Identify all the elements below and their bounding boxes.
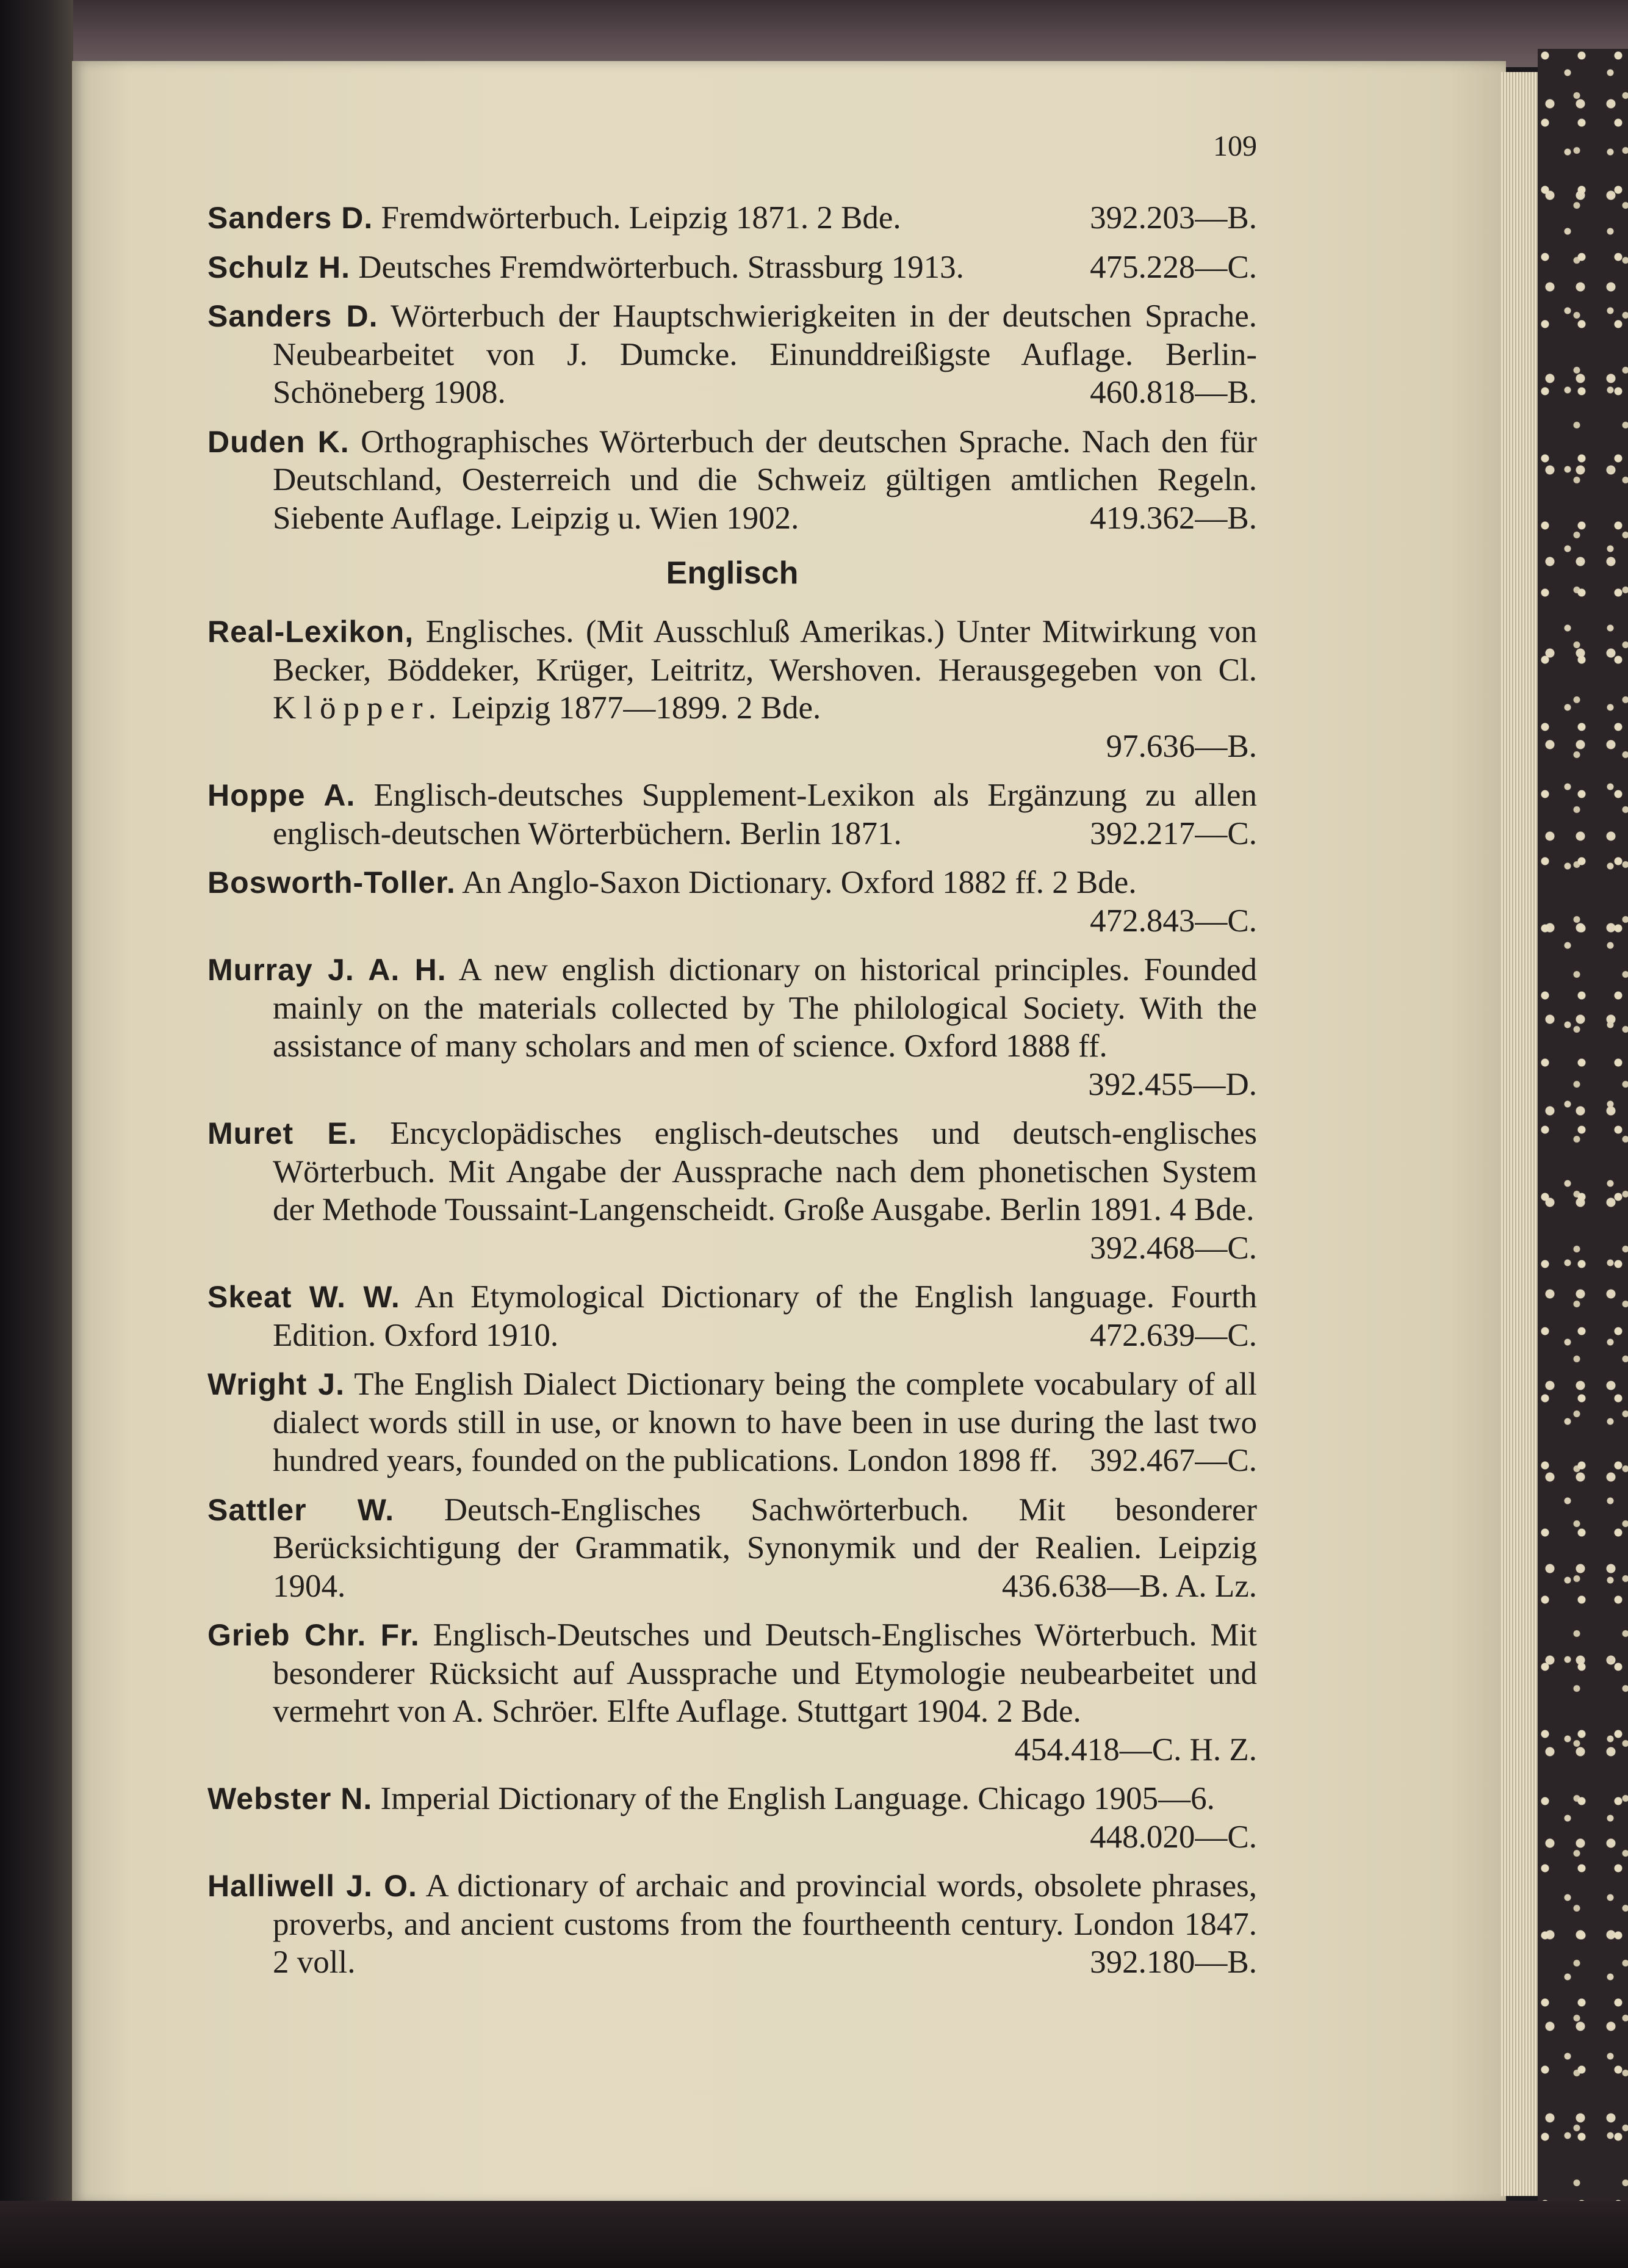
- entry-text: Orthographisches Wörterbuch der deutschen Sprache. Nach den für Deutschland, Oesterreich und die Schweiz gültigen amtlichen Regeln. Siebente Auflage. Leipzig u. Wien 1902.: [273, 424, 1258, 536]
- entry-signature: 392.203—B.: [1090, 200, 1257, 236]
- bibliography-entry: [207, 1491, 1257, 1606]
- entry-signature: 392.467—C.: [1090, 1443, 1257, 1478]
- bibliography-entry: [207, 951, 1257, 1103]
- bibliography-entry: [207, 423, 1257, 538]
- bibliography-entry: [207, 1867, 1257, 1982]
- entry-signature: 436.638—B. A. Lz.: [1001, 1568, 1257, 1604]
- entry-author: Halliwell J. O.: [207, 1869, 417, 1903]
- entry-signature: 454.418—C. H. Z.: [1014, 1732, 1257, 1768]
- entry-text: Englisches. (Mit Ausschluß Amerikas.) Unter Mitwirkung von Becker, Böddeker, Krüger, Leitritz, Wershoven. Herausgegeben von Cl.: [273, 614, 1258, 688]
- entry-author: Muret E.: [207, 1116, 358, 1150]
- entry-author: Hoppe A.: [207, 778, 356, 812]
- entry-signature: 472.639—C.: [1090, 1317, 1257, 1353]
- entry-author: Schulz H.: [207, 250, 351, 284]
- book-cover: [1538, 49, 1628, 2240]
- book-gutter: [0, 0, 73, 2268]
- entry-text: Deutsches Fremdwörterbuch. Strassburg 1913.: [358, 249, 964, 285]
- entry-signature: 392.180—B.: [1090, 1945, 1257, 1980]
- entry-author: Bosworth-Toller.: [207, 865, 456, 900]
- entry-text-continued: Leipzig 1877—1899. 2 Bde.: [452, 690, 821, 726]
- page-number: 109: [1213, 130, 1257, 162]
- entry-signature: 460.818—B.: [1090, 375, 1257, 410]
- entry-text: Englisch-Deutsches und Deutsch-Englisches Wörterbuch. Mit besonderer Rücksicht auf Aussprache und Etymologie neubearbeitet und vermehrt von A. Schröer. Elfte Auflage. Stuttgart 1904. 2 Bde.: [273, 1617, 1258, 1729]
- bibliography-entry: [207, 199, 1257, 237]
- entry-text: A new english dictionary on historical principles. Founded mainly on the materials collected by The philological Society. With the assistance of many scholars and men of science. Oxford 1888 ff.: [273, 952, 1258, 1064]
- bibliography-entry: [207, 864, 1257, 940]
- bibliography-entry: [207, 1616, 1257, 1769]
- entry-author: Real-Lexikon,: [207, 615, 414, 649]
- entry-signature: 448.020—C.: [1090, 1819, 1257, 1855]
- entry-text: The English Dialect Dictionary being the complete vocabulary of all dialect words still in use, or known to have been in use during the last two hundred years, founded on the publications. London 1898 ff.: [273, 1367, 1257, 1478]
- page-text: [207, 128, 1257, 1993]
- bibliography-entry: [207, 613, 1257, 765]
- entry-author: Sattler W.: [207, 1492, 395, 1527]
- page-edges: [1501, 72, 1538, 2196]
- bibliography-entry: [207, 1114, 1257, 1267]
- entry-signature: 97.636—B.: [1106, 728, 1257, 764]
- book-binding-bottom: [0, 2201, 1628, 2268]
- bibliography-entry: [207, 1365, 1257, 1480]
- bibliography-entry: [207, 1278, 1257, 1354]
- entry-author: Duden K.: [207, 424, 350, 459]
- bibliography-entry: [207, 1780, 1257, 1856]
- entry-author: Grieb Chr. Fr.: [207, 1618, 420, 1652]
- entry-text: An Etymological Dictionary of the English language. Fourth Edition. Oxford 1910.: [273, 1279, 1258, 1353]
- entry-text: Deutsch-Englisches Sachwörterbuch. Mit besonderer Berücksichtigung der Grammatik, Synonymik und der Realien. Leipzig 1904.: [273, 1492, 1258, 1604]
- book-binding-top: [0, 0, 1628, 67]
- bibliography-entry: [207, 776, 1257, 853]
- entry-author: Wright J.: [207, 1367, 345, 1401]
- entry-text: Imperial Dictionary of the English Language. Chicago 1905—6.: [380, 1781, 1215, 1816]
- entry-author: Sanders D.: [207, 201, 373, 235]
- entry-signature: 392.455—D.: [1088, 1066, 1257, 1102]
- entry-signature: 472.843—C.: [1090, 903, 1257, 939]
- entry-signature: 392.217—C.: [1090, 815, 1257, 851]
- entry-author: Sanders D.: [207, 299, 378, 333]
- entry-signature: 475.228—C.: [1090, 249, 1257, 285]
- entry-author: Webster N.: [207, 1782, 373, 1816]
- bibliography-entry: [207, 297, 1257, 412]
- entry-editor-name: Klöpper.: [273, 690, 444, 726]
- entry-text: An Anglo-Saxon Dictionary. Oxford 1882 ff. 2 Bde.: [462, 865, 1137, 900]
- entry-text: Encyclopädisches englisch-deutsches und deutsch-englisches Wörterbuch. Mit Angabe der Aussprache nach dem phonetischen System der Methode Toussaint-Langenscheidt. Große Ausgabe. Berlin 1891. 4 Bde.: [273, 1116, 1257, 1227]
- entry-text: Fremdwörterbuch. Leipzig 1871. 2 Bde.: [381, 200, 901, 236]
- entry-author: Skeat W. W.: [207, 1280, 400, 1314]
- section-heading: Englisch: [666, 555, 799, 591]
- entry-signature: 419.362—B.: [1090, 500, 1257, 536]
- entry-signature: 392.468—C.: [1090, 1230, 1257, 1266]
- entry-author: Murray J. A. H.: [207, 953, 447, 987]
- entry-text: Englisch-deutsches Supplement-Lexikon als Ergänzung zu allen englisch-deutschen Wörterbüchern. Berlin 1871.: [273, 778, 1258, 851]
- entry-text: Wörterbuch der Hauptschwierigkeiten in der deutschen Sprache. Neubearbeitet von J. Dumcke. Einunddreißigste Auflage. Berlin-Schöneberg 1908.: [273, 298, 1257, 410]
- bibliography-entry: [207, 248, 1257, 287]
- entry-text: A dictionary of archaic and provincial words, obsolete phrases, proverbs, and ancient customs from the fourtheenth century. London 1847. 2 voll.: [273, 1868, 1258, 1980]
